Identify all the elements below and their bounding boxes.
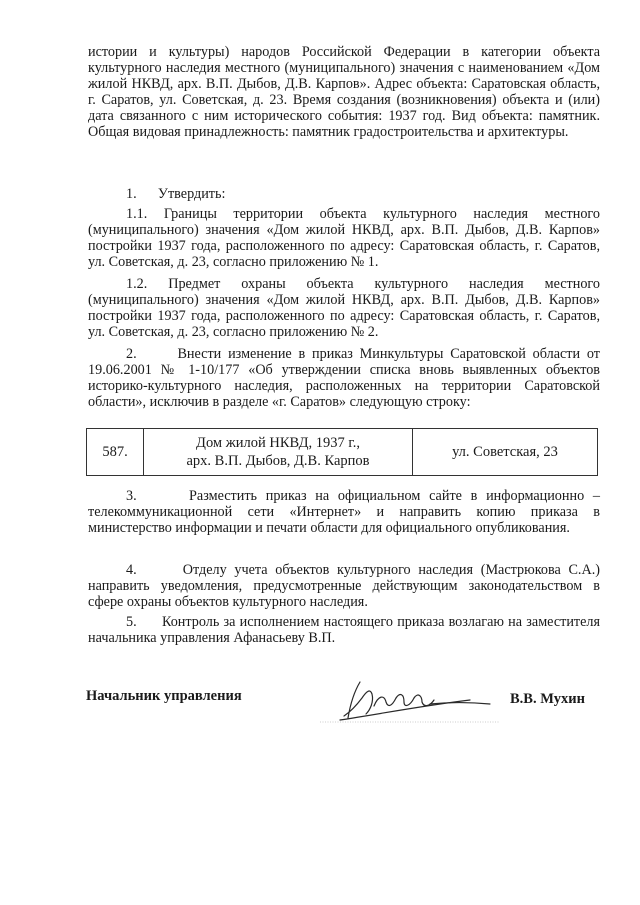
item-1-1 xyxy=(88,206,600,270)
handwritten-signature xyxy=(300,676,510,726)
table-row xyxy=(87,429,598,476)
row-number: 587. xyxy=(87,429,144,476)
item-2 xyxy=(88,346,600,410)
item-1 xyxy=(88,186,600,202)
signatory-name: В.В. Мухин xyxy=(510,691,585,707)
signatory-title: Начальник управления xyxy=(86,688,242,704)
object-name-line-2: арх. В.П. Дыбов, Д.В. Карпов xyxy=(186,453,370,469)
item-2-number: 2. xyxy=(126,346,137,362)
item-5-text: Контроль за исполнением настоящего приказа возлагаю на заместителя начальника управления Афанасьеву В.П. xyxy=(88,614,601,646)
object-address: ул. Советская, 23 xyxy=(413,429,598,476)
item-3 xyxy=(88,488,600,536)
item-1-2-text: 1.2. Предмет охраны объекта культурного наследия местного (муниципального) значения «Дом жилой НКВД, арх. В.П. Дыбов, Д.В. Карпов» постройки 1937 года, расположенного по адресу: Саратовская область, г. Саратов, ул. Советская, д. 23, согласно приложению № 2. xyxy=(88,276,600,340)
item-5 xyxy=(88,614,600,646)
item-3-number: 3. xyxy=(126,488,137,504)
item-1-number: 1. xyxy=(126,186,137,202)
object-name-cell xyxy=(144,429,413,476)
object-name-line-1: Дом жилой НКВД, 1937 г., xyxy=(196,435,360,451)
item-4 xyxy=(88,562,600,610)
signature-block xyxy=(0,676,640,736)
item-1-2 xyxy=(88,276,600,340)
item-4-number: 4. xyxy=(126,562,137,578)
intro-paragraph xyxy=(88,44,600,140)
item-3-text: Разместить приказ на официальном сайте в информационно – телекоммуникационной сети «Интернет» и направить копию приказа в министерство информации и печати области для официального опубликования. xyxy=(88,488,600,536)
item-4-text: Отделу учета объектов культурного наследия (Мастрюкова С.А.) направить уведомления, предусмотренные действующим законодательством в сфере охраны объектов культурного наследия. xyxy=(88,562,600,610)
item-5-number: 5. xyxy=(126,614,137,630)
excluded-object-table xyxy=(86,428,598,476)
item-1-1-text: 1.1. Границы территории объекта культурного наследия местного (муниципального) значения «Дом жилой НКВД, арх. В.П. Дыбов, Д.В. Карпов» постройки 1937 года, расположенного по адресу: Саратовская область, г. Саратов, ул. Советская, д. 23, согласно приложению № 1. xyxy=(88,206,600,270)
item-2-text: Внести изменение в приказ Минкультуры Саратовской области от 19.06.2001 № 1-10/177 «Об утверждении списка вновь выявленных объектов историко-культурного наследия, расположенных на территории Саратовской области», исключив в разделе «г. Саратов» следующую строку: xyxy=(88,346,600,410)
item-1-text: Утвердить: xyxy=(157,186,226,202)
intro-text: истории и культуры) народов Российской Федерации в категории объекта культурного наследия местного (муниципального) значения с наименованием «Дом жилой НКВД, арх. В.П. Дыбов, Д.В. Карпов». Адрес объекта: Саратовская область, г. Саратов, ул. Советская, д. 23. Время создания (возникновения) объекта и (или) дата связанного с ним исторического события: 1937 год. Вид объекта: памятник. Общая видовая принадлежность: памятник градостроительства и архитектуры. xyxy=(88,44,600,140)
